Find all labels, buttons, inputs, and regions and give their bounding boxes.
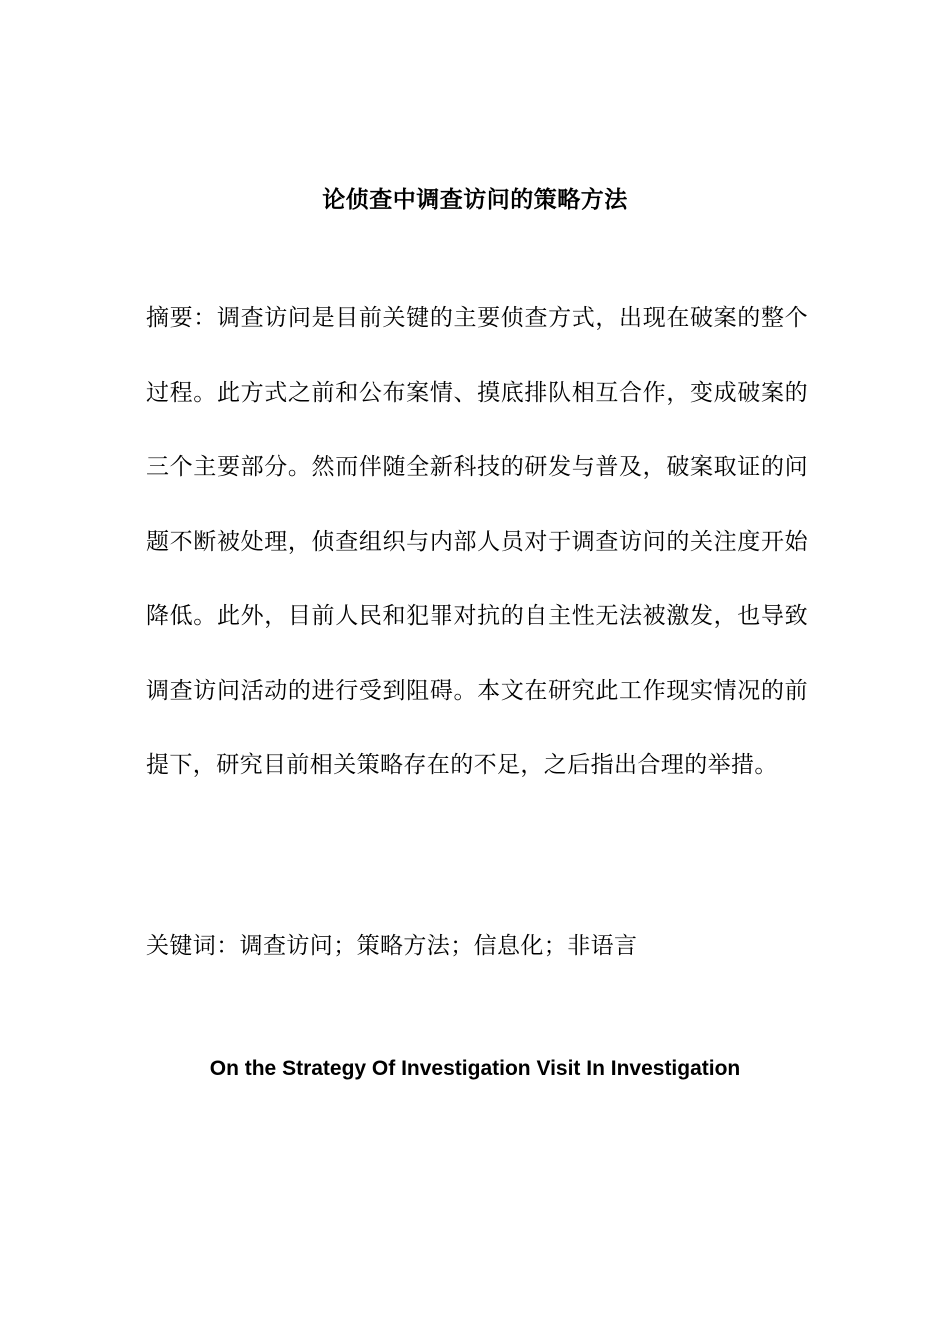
abstract-label: 摘要： <box>146 305 217 331</box>
abstract-text: 调查访问是目前关键的主要侦查方式，出现在破案的整个过程。此方式之前和公布案情、摸底排队相互合作，变成破案的三个主要部分。然而伴随全新科技的研发与普及，破案取证的问题不断被处理，侦查组织与内部人员对于调查访问的关注度开始降低。此外，目前人民和犯罪对抗的自主性无法被激发，也导致调查访问活动的进行受到阻碍。本文在研究此工作现实情况的前提下，研究目前相关策略存在的不足，之后指出合理的举措。 <box>146 305 809 778</box>
keywords-line <box>146 930 808 962</box>
document-title: 论侦查中调查访问的策略方法 <box>322 187 628 213</box>
abstract-paragraph <box>146 281 808 803</box>
english-title: On the Strategy Of Investigation Visit In Investigation <box>209 1057 741 1080</box>
keywords-text: 调查访问；策略方法；信息化；非语言 <box>239 933 638 959</box>
keywords-label: 关键词： <box>146 933 240 959</box>
